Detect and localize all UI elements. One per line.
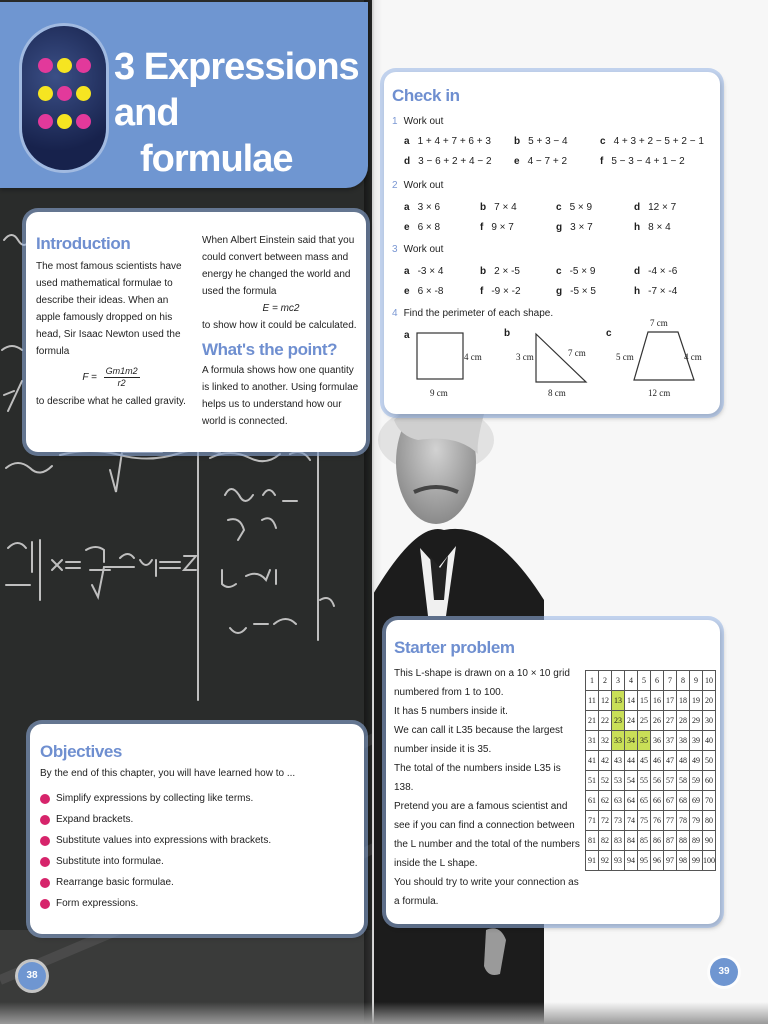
chapter-title-line1: 3 Expressions and: [114, 46, 359, 134]
grid-cell: 67: [664, 791, 677, 811]
introduction-paragraph: The most famous scientists have used mathematical formulae to describe their ideas. When an apple famously dropped on his head, Sir Isaac Newton used the formula: [36, 261, 182, 357]
whats-the-point-heading: What's the point?: [202, 340, 338, 359]
objective-item: [40, 851, 271, 872]
grid-cell: 44: [625, 751, 638, 771]
grid-cell: 92: [599, 851, 612, 871]
dot-icon: [57, 114, 72, 129]
grid-cell: 12: [599, 691, 612, 711]
chapter-title: [114, 44, 364, 182]
shape-c-left-label: 5 cm: [616, 352, 634, 362]
shape-b-hyp-label: 7 cm: [568, 348, 586, 358]
dot-icon: [38, 114, 53, 129]
shape-b-bottom-label: 8 cm: [548, 388, 566, 398]
question-number: 1: [392, 116, 398, 127]
introduction-column-right: [202, 232, 360, 430]
shape-c-letter: c: [606, 328, 612, 339]
page-number-left: 38: [18, 962, 46, 990]
page-number-right: 39: [710, 958, 738, 986]
question-1-row: [404, 156, 714, 172]
grid-cell: 61: [586, 791, 599, 811]
question-part: e 6 × -8: [404, 286, 444, 297]
objectives-list: [40, 788, 271, 914]
question-part: c -5 × 9: [556, 266, 596, 277]
question-part: f 9 × 7: [480, 222, 514, 233]
grid-cell: 8: [677, 671, 690, 691]
grid-cell: 52: [599, 771, 612, 791]
grid-cell: 28: [677, 711, 690, 731]
grid-cell: 46: [651, 751, 664, 771]
grid-cell: 88: [677, 831, 690, 851]
grid-cell: 70: [703, 791, 716, 811]
grid-cell: 35: [638, 731, 651, 751]
grid-cell: 6: [651, 671, 664, 691]
question-part: c 4 + 3 + 2 − 5 + 2 − 1: [600, 136, 704, 147]
bullet-icon: [40, 878, 50, 888]
dot-icon: [38, 58, 53, 73]
question-number: 4: [392, 308, 398, 319]
grid-cell: 23: [612, 711, 625, 731]
question-part: e 4 − 7 + 2: [514, 156, 568, 167]
grid-row: [586, 831, 716, 851]
grid-cell: 75: [638, 811, 651, 831]
shape-c-top-label: 7 cm: [650, 318, 668, 328]
shape-a-bottom-label: 9 cm: [430, 388, 448, 398]
starter-line: The total of the numbers inside L35 is 138.: [394, 763, 561, 793]
newton-formula-lhs: F =: [82, 372, 97, 384]
question-part: f -9 × -2: [480, 286, 521, 297]
grid-cell: 38: [677, 731, 690, 751]
grid-cell: 65: [638, 791, 651, 811]
grid-cell: 16: [651, 691, 664, 711]
objective-text: Simplify expressions by collecting like terms.: [56, 793, 254, 804]
starter-problem-text: [394, 664, 580, 911]
grid-cell: 13: [612, 691, 625, 711]
question-part: h -7 × -4: [634, 286, 678, 297]
question-part: g -5 × 5: [556, 286, 596, 297]
question-prompt: Work out: [403, 116, 444, 127]
grid-cell: 19: [690, 691, 703, 711]
grid-cell: 66: [651, 791, 664, 811]
grid-row: [586, 791, 716, 811]
objective-item: [40, 830, 271, 851]
grid-cell: 98: [677, 851, 690, 871]
grid-cell: 80: [703, 811, 716, 831]
grid-cell: 64: [625, 791, 638, 811]
grid-cell: 26: [651, 711, 664, 731]
question-number: 3: [392, 244, 398, 255]
grid-cell: 81: [586, 831, 599, 851]
question-1-heading: [392, 116, 443, 127]
einstein-paragraph-end: to show how it could be calculated.: [202, 320, 357, 331]
question-part: a 1 + 4 + 7 + 6 + 3: [404, 136, 491, 147]
grid-cell: 4: [625, 671, 638, 691]
grid-row: [586, 711, 716, 731]
grid-cell: 43: [612, 751, 625, 771]
grid-cell: 56: [651, 771, 664, 791]
grid-row: [586, 691, 716, 711]
grid-cell: 78: [677, 811, 690, 831]
question-part: b 5 + 3 − 4: [514, 136, 568, 147]
question-1-row: [404, 136, 714, 152]
objective-text: Substitute values into expressions with brackets.: [56, 835, 272, 846]
grid-cell: 11: [586, 691, 599, 711]
grid-cell: 85: [638, 831, 651, 851]
objective-item: [40, 872, 271, 893]
grid-cell: 27: [664, 711, 677, 731]
objective-item: [40, 788, 271, 809]
grid-cell: 63: [612, 791, 625, 811]
grid-cell: 40: [703, 731, 716, 751]
grid-cell: 15: [638, 691, 651, 711]
grid-cell: 100: [703, 851, 716, 871]
grid-row: [586, 671, 716, 691]
dot-icon: [76, 58, 91, 73]
introduction-card: [26, 212, 366, 452]
grid-cell: 1: [586, 671, 599, 691]
grid-cell: 39: [690, 731, 703, 751]
starter-line: You should try to write your connection as a formula.: [394, 877, 579, 907]
grid-row: [586, 751, 716, 771]
grid-cell: 42: [599, 751, 612, 771]
grid-cell: 18: [677, 691, 690, 711]
question-part: g 3 × 7: [556, 222, 593, 233]
bullet-icon: [40, 857, 50, 867]
question-part: e 6 × 8: [404, 222, 441, 233]
triangle-shape: [524, 330, 594, 388]
objective-text: Form expressions.: [56, 898, 139, 909]
grid-cell: 55: [638, 771, 651, 791]
objective-text: Expand brackets.: [56, 814, 134, 825]
grid-cell: 5: [638, 671, 651, 691]
question-part: c 5 × 9: [556, 202, 593, 213]
shape-a-letter: a: [404, 330, 410, 341]
grid-cell: 21: [586, 711, 599, 731]
grid-cell: 48: [677, 751, 690, 771]
check-in-card: [384, 72, 720, 414]
grid-cell: 14: [625, 691, 638, 711]
grid-cell: 74: [625, 811, 638, 831]
starter-line: We can call it L35 because the largest number inside it is 35.: [394, 725, 563, 755]
question-part: d 3 − 6 + 2 + 4 − 2: [404, 156, 492, 167]
grid-cell: 33: [612, 731, 625, 751]
grid-cell: 58: [677, 771, 690, 791]
question-part: h 8 × 4: [634, 222, 671, 233]
grid-cell: 49: [690, 751, 703, 771]
grid-row: [586, 811, 716, 831]
grid-cell: 30: [703, 711, 716, 731]
grid-cell: 45: [638, 751, 651, 771]
grid-cell: 54: [625, 771, 638, 791]
newton-fraction: [104, 366, 140, 389]
bullet-icon: [40, 836, 50, 846]
grid-cell: 60: [703, 771, 716, 791]
question-3-row: [404, 286, 714, 302]
grid-cell: 62: [599, 791, 612, 811]
hundred-number-grid: [585, 670, 716, 871]
question-2-row: [404, 222, 714, 238]
shape-c-right-label: 4 cm: [684, 352, 702, 362]
einstein-paragraph: When Albert Einstein said that you could convert between mass and energy he changed the world and used the formula: [202, 235, 355, 297]
newton-formula: [36, 366, 186, 389]
introduction-column-left: [36, 234, 186, 410]
dot-icon: [57, 86, 72, 101]
bullet-icon: [40, 815, 50, 825]
question-prompt: Work out: [403, 180, 444, 191]
starter-line: This L-shape is drawn on a 10 × 10 grid numbered from 1 to 100.: [394, 668, 570, 698]
bullet-icon: [40, 899, 50, 909]
shape-a-side-label: 4 cm: [464, 352, 482, 362]
question-3-row: [404, 266, 714, 282]
objectives-intro: By the end of this chapter, you will have learned how to ...: [40, 768, 296, 779]
question-part: f 5 − 3 − 4 + 1 − 2: [600, 156, 685, 167]
grid-cell: 32: [599, 731, 612, 751]
grid-cell: 24: [625, 711, 638, 731]
grid-cell: 82: [599, 831, 612, 851]
shape-c-bottom-label: 12 cm: [648, 388, 671, 398]
starter-problem-card: [386, 620, 720, 924]
grid-cell: 20: [703, 691, 716, 711]
grid-cell: 34: [625, 731, 638, 751]
grid-cell: 9: [690, 671, 703, 691]
check-in-heading: Check in: [392, 86, 460, 105]
introduction-heading: Introduction: [36, 234, 131, 253]
shape-b-left-label: 3 cm: [516, 352, 534, 362]
grid-cell: 97: [664, 851, 677, 871]
grid-row: [586, 771, 716, 791]
grid-cell: 90: [703, 831, 716, 851]
grid-cell: 89: [690, 831, 703, 851]
question-part: a -3 × 4: [404, 266, 444, 277]
question-part: a 3 × 6: [404, 202, 441, 213]
grid-cell: 72: [599, 811, 612, 831]
question-2-heading: [392, 180, 443, 191]
bullet-icon: [40, 794, 50, 804]
question-3-heading: [392, 244, 443, 255]
dot-icon: [76, 114, 91, 129]
einstein-formula: E = mc2: [262, 303, 300, 314]
dot-icon: [76, 86, 91, 101]
grid-cell: 69: [690, 791, 703, 811]
question-prompt: Find the perimeter of each shape.: [403, 308, 554, 319]
newton-numerator: Gm1m2: [105, 366, 138, 376]
starter-line: It has 5 numbers inside it.: [394, 706, 508, 717]
objectives-heading: Objectives: [40, 742, 122, 761]
chapter-title-line2: formulae: [140, 138, 293, 180]
grid-cell: 79: [690, 811, 703, 831]
grid-cell: 3: [612, 671, 625, 691]
grid-cell: 37: [664, 731, 677, 751]
question-part: b 7 × 4: [480, 202, 517, 213]
shape-b-letter: b: [504, 328, 511, 339]
grid-row: [586, 731, 716, 751]
dot-icon: [38, 86, 53, 101]
grid-cell: 71: [586, 811, 599, 831]
chapter-banner: [0, 2, 368, 188]
grid-cell: 94: [625, 851, 638, 871]
grid-cell: 91: [586, 851, 599, 871]
question-2-row: [404, 202, 714, 218]
newton-denominator: r2: [117, 378, 126, 388]
grid-cell: 22: [599, 711, 612, 731]
whats-the-point-text: A formula shows how one quantity is linked to another. Using formulae helps us to understand how our world is connected.: [202, 365, 359, 427]
grid-cell: 50: [703, 751, 716, 771]
grid-cell: 86: [651, 831, 664, 851]
grid-cell: 41: [586, 751, 599, 771]
starter-line: Pretend you are a famous scientist and see if you can find a connection between the L number and the total of the numbers inside the L shape.: [394, 801, 580, 869]
grid-cell: 25: [638, 711, 651, 731]
question-part: d -4 × -6: [634, 266, 678, 277]
grid-cell: 29: [690, 711, 703, 731]
objectives-card: [30, 724, 364, 934]
objective-text: Substitute into formulae.: [56, 856, 164, 867]
question-4-heading: [392, 308, 553, 319]
grid-cell: 31: [586, 731, 599, 751]
objective-text: Rearrange basic formulae.: [56, 877, 174, 888]
grid-cell: 95: [638, 851, 651, 871]
grid-cell: 51: [586, 771, 599, 791]
grid-cell: 83: [612, 831, 625, 851]
dot-icon: [57, 58, 72, 73]
grid-cell: 68: [677, 791, 690, 811]
grid-cell: 53: [612, 771, 625, 791]
grid-cell: 73: [612, 811, 625, 831]
grid-cell: 57: [664, 771, 677, 791]
grid-cell: 93: [612, 851, 625, 871]
question-part: b 2 × -5: [480, 266, 520, 277]
starter-problem-heading: Starter problem: [394, 638, 515, 657]
grid-cell: 87: [664, 831, 677, 851]
grid-cell: 99: [690, 851, 703, 871]
grid-row: [586, 851, 716, 871]
grid-cell: 2: [599, 671, 612, 691]
grid-cell: 7: [664, 671, 677, 691]
objective-item: [40, 893, 271, 914]
introduction-paragraph: to describe what he called gravity.: [36, 396, 186, 407]
grid-cell: 77: [664, 811, 677, 831]
grid-cell: 36: [651, 731, 664, 751]
grid-cell: 17: [664, 691, 677, 711]
chapter-dots-logo: [22, 26, 106, 170]
grid-cell: 76: [651, 811, 664, 831]
grid-cell: 84: [625, 831, 638, 851]
grid-cell: 59: [690, 771, 703, 791]
grid-cell: 10: [703, 671, 716, 691]
grid-cell: 96: [651, 851, 664, 871]
question-prompt: Work out: [403, 244, 444, 255]
grid-cell: 47: [664, 751, 677, 771]
page-edge-shadow: [0, 1002, 768, 1024]
question-part: d 12 × 7: [634, 202, 677, 213]
question-number: 2: [392, 180, 398, 191]
objective-item: [40, 809, 271, 830]
